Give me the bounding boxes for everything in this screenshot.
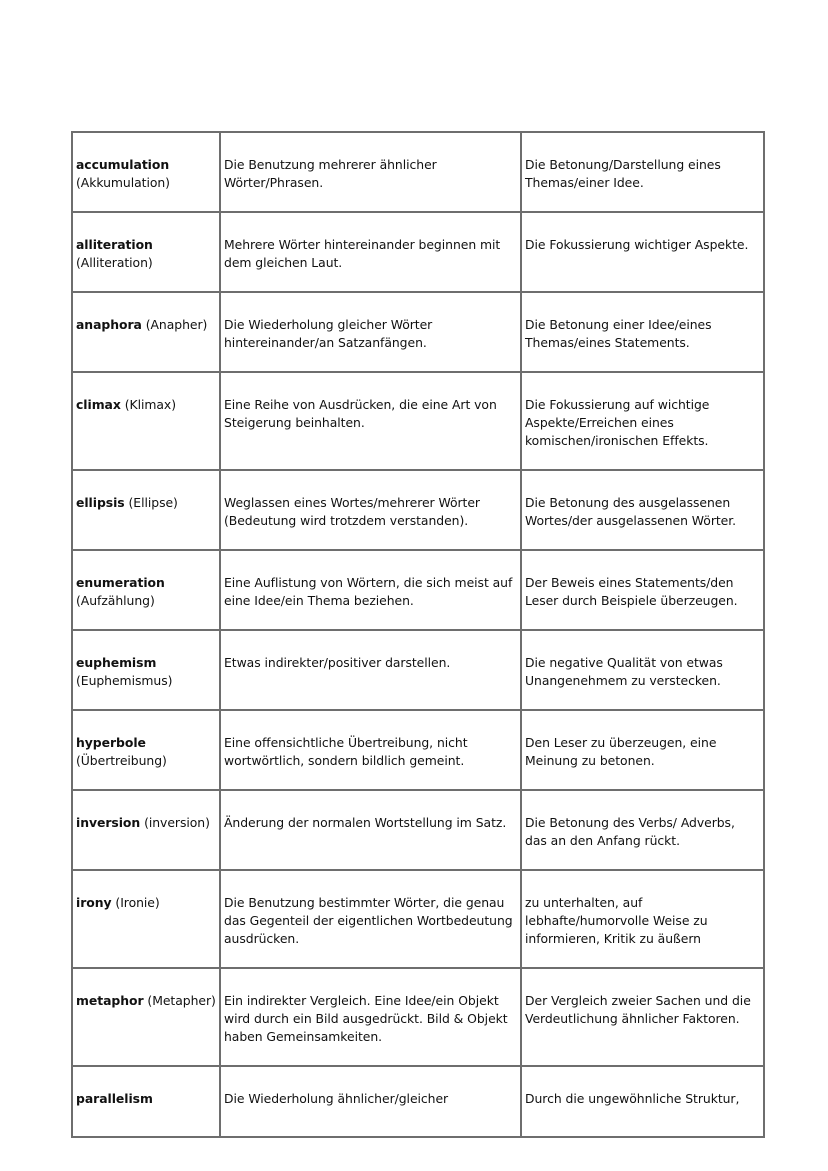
term-name: anaphora: [76, 317, 142, 332]
effect-cell: Die Fokussierung auf wichtige Aspekte/Erreichen eines komischen/ironischen Effekts.: [521, 372, 764, 470]
table-row-metaphor: [72, 968, 764, 1066]
effect-cell: Der Vergleich zweier Sachen und die Verdeutlichung ähnlicher Faktoren.: [521, 968, 764, 1066]
table-row-parallelism: [72, 1066, 764, 1137]
table-row-euphemism: [72, 630, 764, 710]
term-cell: [72, 790, 220, 870]
term-translation: (Akkumulation): [76, 175, 170, 190]
effect-cell: Die Betonung des ausgelassenen Wortes/der ausgelassenen Wörter.: [521, 470, 764, 550]
definition-cell: Änderung der normalen Wortstellung im Satz.: [220, 790, 521, 870]
effect-cell: Die Betonung des Verbs/ Adverbs, das an den Anfang rückt.: [521, 790, 764, 870]
table-body: [72, 132, 764, 1137]
term-translation: (Alliteration): [76, 255, 153, 270]
effect-cell: Die Betonung/Darstellung eines Themas/einer Idee.: [521, 132, 764, 212]
effect-cell: Die Betonung einer Idee/eines Themas/eines Statements.: [521, 292, 764, 372]
term-translation: (Übertreibung): [76, 753, 167, 768]
definition-cell: Eine offensichtliche Übertreibung, nicht wortwörtlich, sondern bildlich gemeint.: [220, 710, 521, 790]
definition-cell: Eine Reihe von Ausdrücken, die eine Art von Steigerung beinhalten.: [220, 372, 521, 470]
term-translation: (Ironie): [115, 895, 160, 910]
term-name: enumeration: [76, 575, 165, 590]
term-name: metaphor: [76, 993, 144, 1008]
table-row-anaphora: [72, 292, 764, 372]
term-cell: [72, 470, 220, 550]
term-name: hyperbole: [76, 735, 146, 750]
term-translation: (inversion): [144, 815, 210, 830]
effect-cell: Die negative Qualität von etwas Unangenehmem zu verstecken.: [521, 630, 764, 710]
table-row-climax: [72, 372, 764, 470]
term-translation: (Klimax): [124, 397, 176, 412]
term-cell: [72, 372, 220, 470]
effect-cell: Den Leser zu überzeugen, eine Meinung zu betonen.: [521, 710, 764, 790]
term-name: ellipsis: [76, 495, 125, 510]
term-name: parallelism: [76, 1091, 153, 1106]
definition-cell: Die Benutzung mehrerer ähnlicher Wörter/Phrasen.: [220, 132, 521, 212]
stylistic-devices-table: [71, 131, 765, 1138]
effect-cell: zu unterhalten, auf lebhafte/humorvolle Weise zu informieren, Kritik zu äußern: [521, 870, 764, 968]
term-name: inversion: [76, 815, 141, 830]
table-row-alliteration: [72, 212, 764, 292]
term-cell: [72, 968, 220, 1066]
definition-cell: Die Benutzung bestimmter Wörter, die genau das Gegenteil der eigentlichen Wortbedeutung ausdrücken.: [220, 870, 521, 968]
effect-cell: Die Fokussierung wichtiger Aspekte.: [521, 212, 764, 292]
definition-cell: Mehrere Wörter hintereinander beginnen mit dem gleichen Laut.: [220, 212, 521, 292]
term-cell: [72, 132, 220, 212]
term-cell: [72, 1066, 220, 1137]
term-translation: (Metapher): [147, 993, 216, 1008]
table-row-ellipsis: [72, 470, 764, 550]
term-translation: (Ellipse): [128, 495, 178, 510]
term-cell: [72, 292, 220, 372]
term-translation: (Aufzählung): [76, 593, 155, 608]
table-row-enumeration: [72, 550, 764, 630]
term-cell: [72, 550, 220, 630]
table-row-hyperbole: [72, 710, 764, 790]
table-row-accumulation: [72, 132, 764, 212]
table-row-irony: [72, 870, 764, 968]
term-translation: (Euphemismus): [76, 673, 173, 688]
definition-cell: Die Wiederholung gleicher Wörter hintereinander/an Satzanfängen.: [220, 292, 521, 372]
term-name: climax: [76, 397, 121, 412]
term-cell: [72, 710, 220, 790]
term-name: alliteration: [76, 237, 153, 252]
stylistic-devices-sheet: [71, 131, 763, 1106]
definition-cell: Ein indirekter Vergleich. Eine Idee/ein Objekt wird durch ein Bild ausgedrückt. Bild & Objekt haben Gemeinsamkeiten.: [220, 968, 521, 1066]
term-name: irony: [76, 895, 112, 910]
term-translation: (Anapher): [145, 317, 208, 332]
term-name: accumulation: [76, 157, 170, 172]
table-row-inversion: [72, 790, 764, 870]
effect-cell: Durch die ungewöhnliche Struktur,: [521, 1066, 764, 1137]
term-name: euphemism: [76, 655, 157, 670]
definition-cell: Eine Auflistung von Wörtern, die sich meist auf eine Idee/ein Thema beziehen.: [220, 550, 521, 630]
term-cell: [72, 630, 220, 710]
term-cell: [72, 870, 220, 968]
definition-cell: Die Wiederholung ähnlicher/gleicher: [220, 1066, 521, 1137]
term-cell: [72, 212, 220, 292]
definition-cell: Weglassen eines Wortes/mehrerer Wörter (Bedeutung wird trotzdem verstanden).: [220, 470, 521, 550]
definition-cell: Etwas indirekter/positiver darstellen.: [220, 630, 521, 710]
effect-cell: Der Beweis eines Statements/den Leser durch Beispiele überzeugen.: [521, 550, 764, 630]
